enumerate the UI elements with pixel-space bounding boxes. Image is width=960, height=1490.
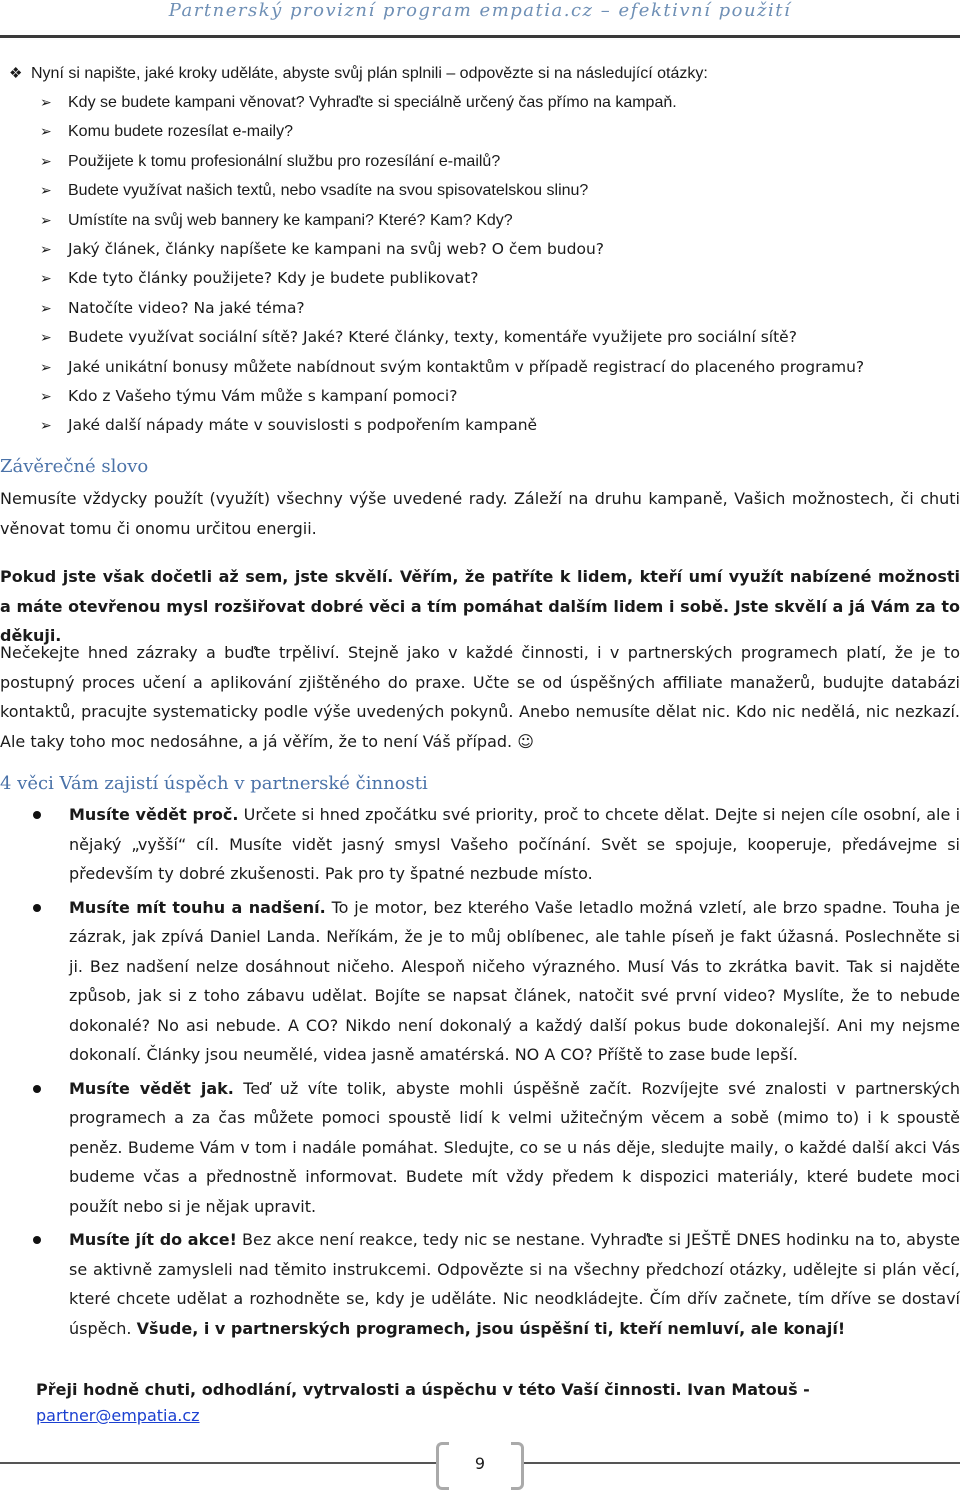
- success-list: [0, 800, 960, 1347]
- arrow-bullet-icon: ➢: [40, 358, 52, 375]
- page-header-title: Partnerský provizní program empatia.cz – efektivní použití: [168, 0, 792, 21]
- question-text: Jaké další nápady máte v souvislosti s podpořením kampaně: [68, 416, 538, 435]
- arrow-bullet-icon: ➢: [40, 94, 52, 110]
- contact-email-link[interactable]: partner@empatia.cz: [36, 1406, 200, 1425]
- arrow-bullet-icon: ➢: [40, 240, 52, 257]
- question-list: [40, 88, 864, 441]
- question-item: [40, 88, 864, 117]
- bullet-dot-icon: [33, 811, 41, 819]
- page-number-box: [436, 1442, 524, 1484]
- arrow-bullet-icon: ➢: [40, 270, 52, 287]
- diamond-bullet-icon: ❖: [9, 65, 23, 82]
- success-item: [0, 1225, 960, 1343]
- conclusion-paragraph-1: Nemusíte vždycky použít (využít) všechny výše uvedené rady. Záleží na druhu kampaně, Vašich možnostech, či chuti věnovat tomu či onomu určitou energii.: [0, 489, 960, 538]
- right-brace-icon: [511, 1442, 524, 1490]
- question-text: Jaké unikátní bonusy můžete nabídnout svým kontaktům v případě registrací do placeného programu?: [68, 357, 865, 376]
- question-text: Umístíte na svůj web bannery ke kampani? Které? Kam? Kdy?: [68, 211, 513, 229]
- arrow-bullet-icon: ➢: [40, 329, 52, 346]
- question-item: [40, 176, 864, 205]
- question-text: Natočíte video? Na jaké téma?: [68, 298, 305, 317]
- question-text: Budete využívat sociální sítě? Jaké? Které články, texty, komentáře využijete pro sociální sítě?: [68, 328, 797, 347]
- question-item: [40, 411, 864, 440]
- question-text: Použijete k tomu profesionální službu pro rozesílání e-mailů?: [68, 152, 501, 170]
- question-item: [40, 147, 864, 176]
- success-item: [0, 893, 960, 1070]
- question-item: [40, 294, 864, 323]
- signoff-text: Přeji hodně chuti, odhodlání, vytrvalosti a úspěchu v této Vaší činnosti. Ivan Matouš -: [36, 1380, 810, 1399]
- conclusion-paragraph-2: Pokud jste však dočetli až sem, jste skvělí. Věřím, že patříte k lidem, kteří umí využít nabízené možnosti a máte otevřenou mysl rozšiřovat dobré věci a tím pomáhat dalším lidem i sobě. Jste skvělí a já Vám za to děkuji.: [0, 567, 960, 645]
- conclusion-paragraph-3: Nečekejte hned zázraky a buďte trpěliví. Stejně jako v každé činnosti, i v partnerských programech platí, že je to postupný proces učení a aplikování zjištěného do praxe. Učte se od úspěšných affiliate manažerů, budujte databázi kontaktů, pracujte systematicky podle výše uvedených pokynů. Anebo nemusíte dělat nic. Kdo nic nedělá, nic nezkazí. Ale taky toho moc nedosáhne, a já věřím, že to není Váš případ. ☺: [0, 643, 960, 751]
- success-item-text: Určete si hned zpočátku své priority, proč to chcete dělat. Dejte si nejen cíle osobní, ale i nějaký „vyšší“ cíl. Musíte vidět jasný smysl Vašeho počínání. Svět se spojuje, kooperuje, předávejme si především ty dobré zkušenosti. Pak pro ty špatné nezbude místo.: [69, 805, 960, 883]
- question-item: [40, 382, 864, 411]
- bullet-dot-icon: [33, 1085, 41, 1093]
- intro-line: [9, 62, 708, 86]
- arrow-bullet-icon: ➢: [40, 182, 52, 199]
- success-item: [0, 800, 960, 889]
- header-divider: [0, 35, 960, 38]
- arrow-bullet-icon: ➢: [40, 387, 52, 404]
- question-item: [40, 117, 864, 146]
- success-item-lead: Musíte jít do akce!: [69, 1230, 237, 1249]
- arrow-bullet-icon: ➢: [40, 299, 52, 316]
- question-item: [40, 264, 864, 293]
- question-item: [40, 323, 864, 352]
- signoff: [36, 1377, 960, 1429]
- left-brace-icon: [436, 1442, 449, 1490]
- question-text: Jaký článek, články napíšete ke kampani na svůj web? O čem budou?: [68, 239, 604, 258]
- question-text: Kdy se budete kampani věnovat? Vyhraďte si speciálně určený čas přímo na kampaň.: [68, 94, 677, 111]
- question-item: [40, 235, 864, 264]
- page-number: 9: [474, 1453, 486, 1473]
- success-item: [0, 1074, 960, 1222]
- arrow-bullet-icon: ➢: [40, 211, 52, 228]
- conclusion-heading: Závěrečné slovo: [0, 456, 149, 477]
- success-item-emphasis: Všude, i v partnerských programech, jsou úspěšní ti, kteří nemluví, ale konají!: [136, 1318, 846, 1338]
- success-heading: 4 věci Vám zajistí úspěch v partnerské činnosti: [0, 773, 428, 794]
- arrow-bullet-icon: ➢: [40, 417, 52, 434]
- success-item-lead: Musíte vědět proč.: [69, 805, 239, 824]
- success-item-text: Bez akce není reakce, tedy nic se nestane. Vyhraďte si JEŠTĚ DNES hodinku na to, abyste se aktivně zamysleli nad těmito instrukcemi. Odpovězte si na všechny předchozí otázky, udělejte si plán věcí, které chcete udělat a rozhodněte se, kdy je uděláte. Nic neodkládejte. Čím dřív začnete, tím dříve se dostaví úspěch.: [69, 1230, 960, 1338]
- intro-text: Nyní si napište, jaké kroky uděláte, abyste svůj plán splnili – odpovězte si na následující otázky:: [31, 65, 708, 82]
- question-text: Kde tyto články použijete? Kdy je budete publikovat?: [68, 269, 479, 288]
- arrow-bullet-icon: ➢: [40, 152, 52, 169]
- question-item: [40, 206, 864, 235]
- bullet-dot-icon: [33, 1236, 41, 1244]
- arrow-bullet-icon: ➢: [40, 123, 52, 140]
- question-item: [40, 353, 864, 382]
- bullet-dot-icon: [33, 904, 41, 912]
- success-item-text: Teď už víte tolik, abyste mohli úspěšně začít. Rozvíjejte své znalosti v partnerských programech a za čas můžete pomoci spoustě lidí k velmi užitečným věcem a sobě (mimo to) i k spoustě peněz. Budeme Vám v tom i nadále pomáhat. Sledujte, co se u nás děje, sledujte maily, o každé další akci Vás budeme včas a přednostně informovat. Budete mít vždy předem k dispozici materiály, které budete moci použít nebo si je nějak upravit.: [69, 1078, 960, 1216]
- question-text: Budete využívat našich textů, nebo vsadíte na svou spisovatelskou slinu?: [68, 182, 589, 200]
- question-text: Komu budete rozesílat e-maily?: [68, 123, 293, 141]
- success-item-lead: Musíte vědět jak.: [69, 1078, 234, 1098]
- success-item-lead: Musíte mít touhu a nadšení.: [69, 897, 326, 917]
- question-text: Kdo z Vašeho týmu Vám může s kampaní pomoci?: [68, 386, 458, 405]
- success-item-text: To je motor, bez kterého Vaše letadlo možná vzletí, ale brzo spadne. Touha je zázrak, jak zpívá Daniel Landa. Neříkám, že je to můj oblíbenec, ale tahle píseň je fakt úžasná. Poslechněte si ji. Bez nadšení nelze dosáhnout ničeho. Alespoň ničeho výrazného. Musí Vás to zkrátka bavit. Tak si najděte způsob, jak si z toho zábavu udělat. Bojíte se napsat článek, natočit své první video? Myslíte, že to nebude dokonalé? No asi nebude. A CO? Nikdo není dokonalý a každý další pokus bude dokonalejší. Ani my nejsme dokonalí. Články jsou neumělé, videa jasně amatérská. NO A CO? Příště to zase bude lepší.: [69, 897, 960, 1064]
